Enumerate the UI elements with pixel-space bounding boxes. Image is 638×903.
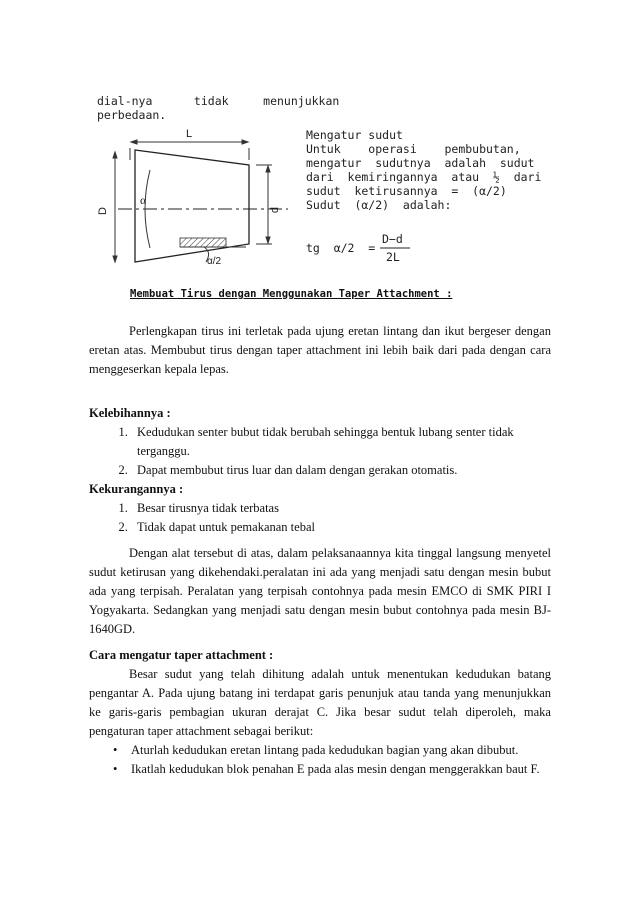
cara-bullets — [89, 741, 551, 779]
list-item: • Ikatlah kedudukan blok penahan E pada alas mesin dengan menggerakkan baut F. — [131, 760, 551, 779]
figure-top-line-2: perbedaan. — [97, 108, 167, 122]
cara-paragraph: Besar sudut yang telah dihitung adalah untuk menentukan kedudukan batang pengantar A. Pada ujung batang ini terdapat garis penunjuk atau tanda yang menunjukkan ke garis-garis pembagian ukuran derajat C. Jika besar sudut telah diperoleh, maka pengaturan taper attachment sebagai berikut: — [89, 667, 551, 738]
side-line: Untuk operasi pembubutan, — [306, 142, 521, 156]
side-line: mengatur sudutnya adalah sudut — [306, 156, 535, 170]
list-item: • Aturlah kedudukan eretan lintang pada kedudukan bagian yang akan dibubut. — [131, 741, 551, 760]
big-diameter-dimension — [113, 152, 117, 262]
formula-denominator: 2L — [386, 250, 400, 264]
label-L: L — [186, 128, 193, 140]
figure-caption: Membuat Tirus dengan Menggunakan Taper Attachment : — [130, 288, 453, 300]
hatched-block — [180, 238, 226, 247]
kelebihan-heading: Kelebihannya : — [89, 406, 171, 420]
paragraph-2-block — [89, 544, 551, 639]
kelebihan-section — [89, 404, 551, 537]
paragraph-2: Dengan alat tersebut di atas, dalam pelaksanaannya kita tinggal langsung menyetel sudut ketirusan yang dikehendaki.peralatan ini ada yang menjadi satu dengan mesin bubut ada yang terpisah. Peralatan yang terpisah contohnya pada mesin EMCO di SMK PIRI I Yogyakarta. Sedangkan yang menjadi satu dengan mesin bubut contohnya pada mesin BJ-1640GD. — [89, 546, 551, 636]
side-line: dari kemiringannya atau ½ dari — [306, 170, 542, 184]
intro-paragraph: Perlengkapan tirus ini terletak pada ujung eretan lintang dan ikut bergeser dengan eretan atas. Membubut tirus dengan taper attachment ini lebih baik dari pada dengan cara menggeserkan kepala lepas. — [89, 324, 551, 376]
kekurangan-list — [89, 499, 551, 537]
kekurangan-heading: Kekurangannya : — [89, 482, 184, 496]
figure-top-line-1: dial-nya tidak menunjukkan — [97, 94, 340, 108]
side-line: Sudut (α/2) adalah: — [306, 198, 452, 212]
list-item: 2. Tidak dapat untuk pemakanan tebal — [131, 518, 551, 537]
label-alpha-half: α/2 — [207, 256, 222, 267]
side-line: sudut ketirusannya = (α/2) — [306, 184, 507, 198]
cara-heading: Cara mengatur taper attachment : — [89, 648, 274, 662]
kelebihan-list — [89, 423, 551, 480]
formula-numerator: D−d — [382, 232, 403, 246]
list-item: 1. Besar tirusnya tidak terbatas — [131, 499, 551, 518]
label-d: d — [269, 206, 282, 214]
figure-side-text — [306, 128, 541, 212]
label-D: D — [96, 207, 109, 215]
side-line: Mengatur sudut — [306, 128, 403, 142]
list-item: 2. Dapat membubut tirus luar dan dalam dengan gerakan otomatis. — [131, 461, 551, 480]
small-diameter-dimension — [256, 165, 272, 244]
label-alpha: α — [140, 193, 147, 207]
cara-section — [89, 646, 551, 779]
intro-paragraph-block — [89, 322, 551, 379]
list-item: 1. Kedudukan senter bubut tidak berubah sehingga bentuk lubang senter tidak terganggu. — [131, 423, 551, 461]
formula-lhs: tg α/2 = — [306, 241, 376, 255]
